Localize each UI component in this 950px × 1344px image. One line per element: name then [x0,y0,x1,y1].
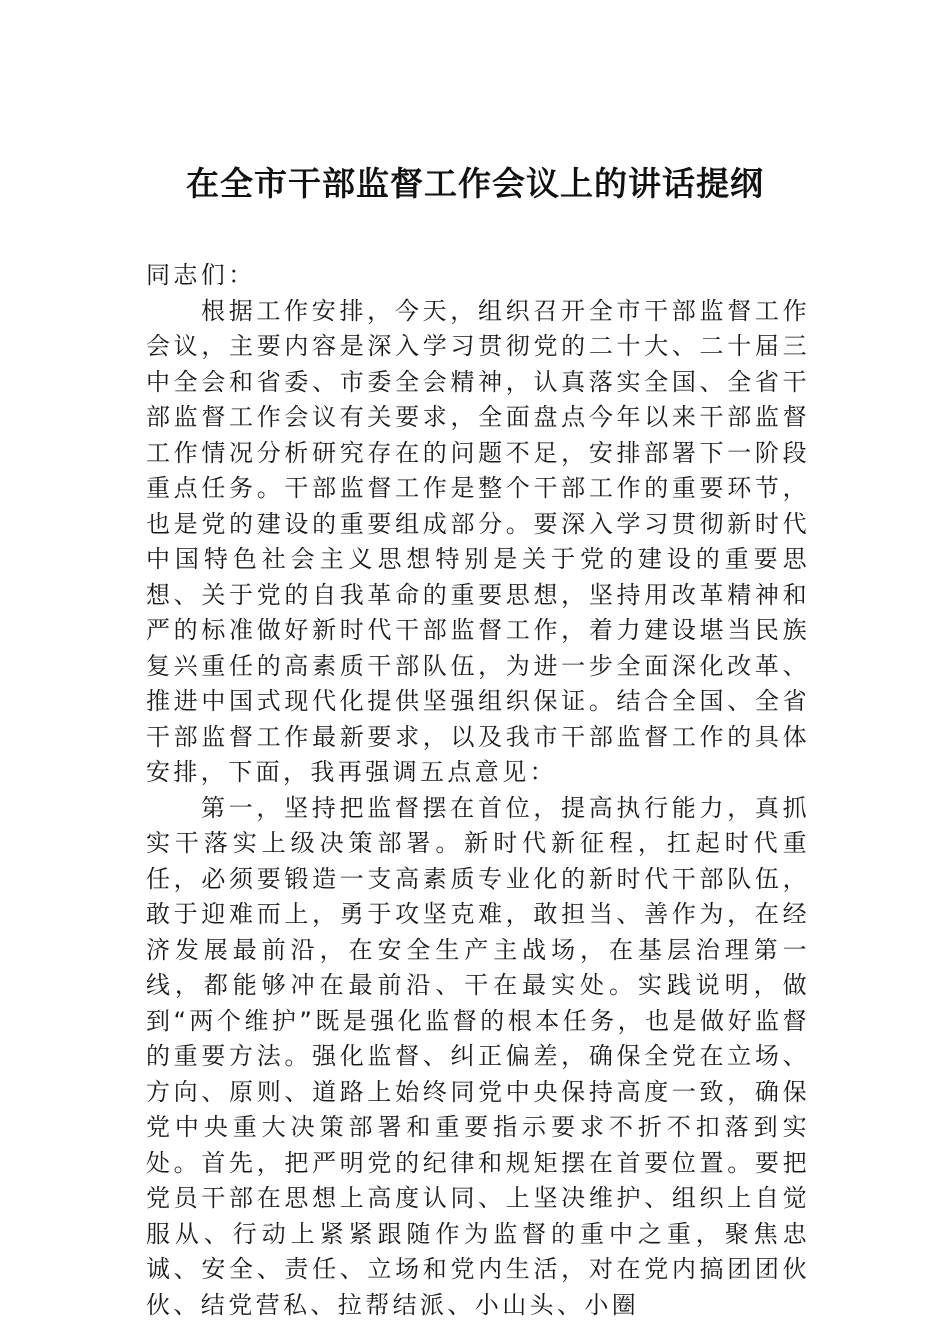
document-body [146,258,810,1323]
document-title: 在全市干部监督工作会议上的讲话提纲 [186,164,764,203]
paragraph-1: 根据工作安排，今天，组织召开全市干部监督工作会议，主要内容是深入学习贯彻党的二十大、二十届三中全会和省委、市委全会精神，认真落实全国、全省干部监督工作会议有关要求，全面盘点今年以来干部监督工作情况分析研究存在的问题不足，安排部署下一阶段重点任务。干部监督工作是整个干部工作的重要环节，也是党的建设的重要组成部分。要深入学习贯彻新时代中国特色社会主义思想特别是关于党的建设的重要思想、关于党的自我革命的重要思想，坚持用改革精神和严的标准做好新时代干部监督工作，着力建设堪当民族复兴重任的高素质干部队伍，为进一步全面深化改革、推进中国式现代化提供坚强组织保证。结合全国、全省干部监督工作最新要求，以及我市干部监督工作的具体安排，下面，我再强调五点意见： [146,296,810,786]
paragraph-2: 第一，坚持把监督摆在首位，提高执行能力，真抓实干落实上级决策部署。新时代新征程，扛起时代重任，必须要锻造一支高素质专业化的新时代干部队伍，敢于迎难而上，勇于攻坚克难，敢担当、善作为，在经济发展最前沿，在安全生产主战场，在基层治理第一线，都能够冲在最前沿、干在最实处。实践说明，做到“两个维护”既是强化监督的根本任务，也是做好监督的重要方法。强化监督、纠正偏差，确保全党在立场、方向、原则、道路上始终同党中央保持高度一致，确保党中央重大决策部署和重要指示要求不折不扣落到实处。首先，把严明党的纪律和规矩摆在首要位置。要把党员干部在思想上高度认同、上坚决维护、组织上自觉服从、行动上紧紧跟随作为监督的重中之重，聚焦忠诚、安全、责任、立场和党内生活，对在党内搞团团伙伙、结党营私、拉帮结派、小山头、小圈 [146,793,810,1319]
salutation: 同志们： [146,261,256,289]
